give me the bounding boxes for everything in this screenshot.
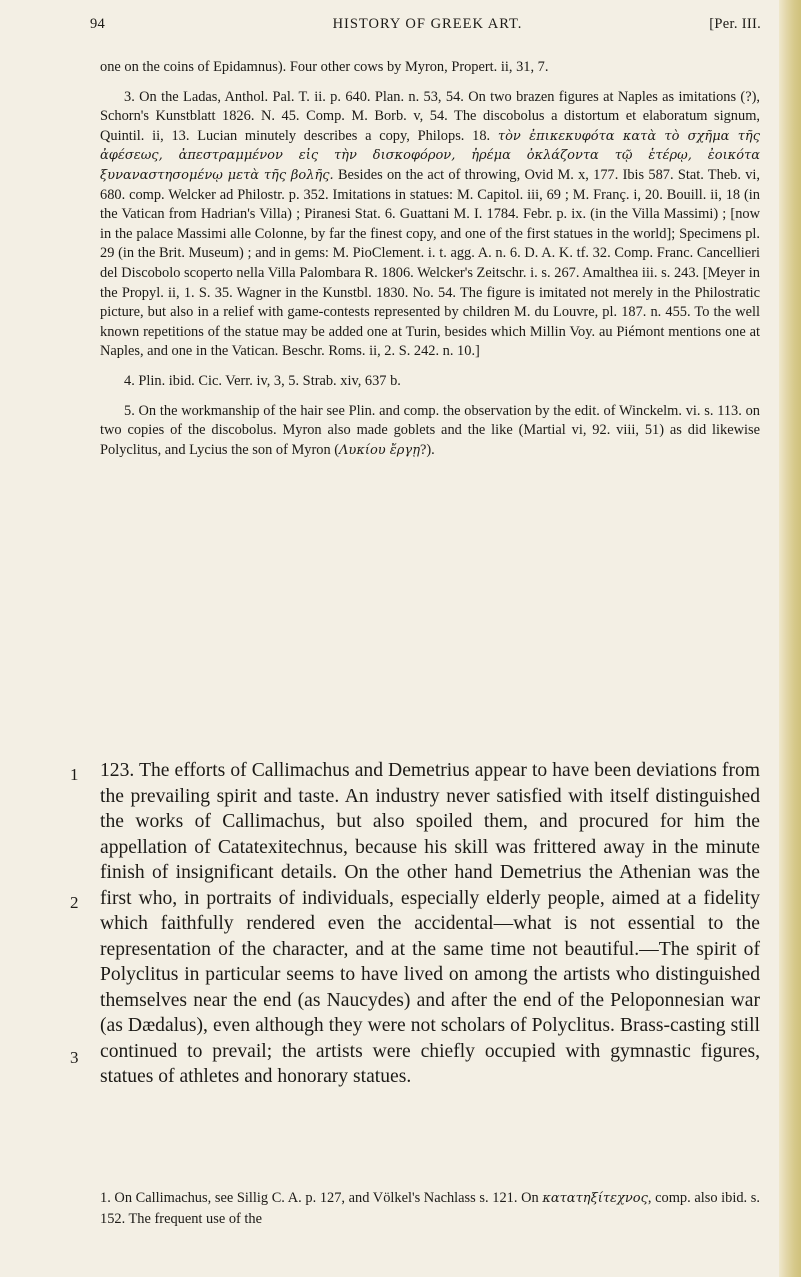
note-4: 4. Plin. ibid. Cic. Verr. iv, 3, 5. Strab. xiv, 637 b.: [124, 372, 401, 389]
note-5-text-b: ?).: [419, 441, 435, 458]
note-5-greek: Λυκίου ἔργῃ: [339, 442, 420, 458]
footnote-1-text-b: , comp. also ibid. s. 152. The frequent use of the: [100, 1190, 760, 1227]
note-5: [100, 402, 760, 461]
note-3: [100, 88, 760, 362]
page-edge: [779, 0, 801, 1277]
margin-number-3: 3: [70, 1048, 79, 1067]
note-5-text: 5. On the workmanship of the hair see Plin. and comp. the observation by the edit. of Winckelm. vi. s. 113. on two copies of the discobolus. Myron also made goblets and the like (Martial vi, 92. viii, 51) as did likewise Polyclitus, and Lycius the son of Myron (: [100, 402, 760, 458]
margin-number-2: 2: [70, 893, 79, 912]
page-number: 94: [90, 16, 106, 32]
section-123: [70, 758, 761, 1090]
section-text-2: away in the minute finish of insignificant details. On the other hand Demetrius the Athenian was the first who, in portraits of individuals, especially elderly people, aimed at a fidelity which faithfully rendered even the accidental—what is not essential to the representation of the character, and: [100, 836, 760, 960]
section-marker: [Per. III.: [709, 16, 761, 32]
footnote-1: [100, 1188, 760, 1229]
note-3-greek-quote: τὸν ἐπικεκυφότα κατὰ τὸ σχῆμα τῆς ἀφέσεως, ἀπεστραμμένον εἰς τὴν δισκοφόρον, ἠρέμα ὀκλάζοντα τῷ ἑτέρῳ, ἐοικότα ξυναναστησομένῳ μετὰ τῆς βολῆς.: [100, 128, 760, 183]
section-text-1: The efforts of Callimachus and Demetrius appear to have been deviations from the prevailing spirit and taste. An industry never satisfied with itself distinguished the works of Callimachus, but also spoiled them, and procured for him the appellation of Catatexitechnus, because his skill was frittered: [100, 760, 761, 858]
section-paragraph: [70, 758, 761, 1090]
running-title: HISTORY OF GREEK ART.: [332, 16, 523, 32]
running-header: [90, 16, 765, 40]
notes-block: [100, 58, 760, 470]
note-3-text-b: Besides on the act of throwing, Ovid M. x, 177. Ibis 587. Stat. Theb. vi, 680. comp. Welcker ad Philostr. p. 352. Imitations in statues: M. Capitol. iii, 69 ; M. Franç. i, 20. Bouill. ii, 18 (in the Vatican from Hadrian's Villa) ; Piranesi Stat. 6. Guattani M. I. 1784. Febr. p. ix. (in the Villa Massimi) ; [now in the palace Massimi alle Colonne, by far the finest copy, and one of the first statues in the world]; Specimens pl. 29 (in the Brit. Museum) ; and in gems: M. PioClement. i. t. agg. A. n. 6. D. A. K. tf. 32. Comp. Franc. Cancellieri del Discobolo scoperto nella Villa Palombara R. 1806. Welcker's Zeitschr. i. s. 267. Amalthea iii. s. 243. [Meyer in the Propyl. ii, 1. S. 35. Wagner in the Kunstbl. 1830. No. 54. The figure is imitated not merely in the Philostratic picture, but also in a relief with game-contests represented by children M. du Louvre, pl. 187. n. 455. To the well known repetitions of the statue may be added one at Turin, besides which Millin Voy. au Piémont mentions one at Naples, and one in the Vatican. Beschr. Roms. ii, 2. S. 242. n. 10.]: [100, 166, 760, 360]
note-3-text: 3. On the Ladas, Anthol. Pal. T. ii. p. 640. Plan. n. 53, 54. On two brazen figures at Naples as imitations (?), Schorn's Kunstblatt 1826. N. 45. Comp. M. Borb. v, 54. The discobolus a distortum et elaboratum signum, Quintil. ii, 13. Lucian minutely describes a copy, Philops. 18.: [100, 88, 760, 144]
footnotes-block: [100, 1188, 760, 1229]
footnote-1-greek: κατατηξίτεχνος: [542, 1191, 648, 1206]
note-2-continued: one on the coins of Epidamnus). Four other cows by Myron, Propert. ii, 31, 7.: [100, 59, 549, 75]
section-number: 123.: [100, 760, 135, 781]
margin-number-1: 1: [70, 765, 79, 784]
footnote-1-text: 1. On Callimachus, see Sillig C. A. p. 127, and Völkel's Nachlass s. 121. On: [100, 1190, 543, 1206]
section-text-3: at the same time not beautiful.—The spirit of Polyclitus in particular seems to have lived on among the artists who distinguished themselves near the end (as Naucydes) and after the end of the Peloponnesian war (as Dædalus), even although they were not scholars of Polyclitus. Brass-casting still continued to prevail; the artists were chiefly occupied with gymnastic figures, statues of athletes and honorary statues.: [100, 938, 760, 1087]
